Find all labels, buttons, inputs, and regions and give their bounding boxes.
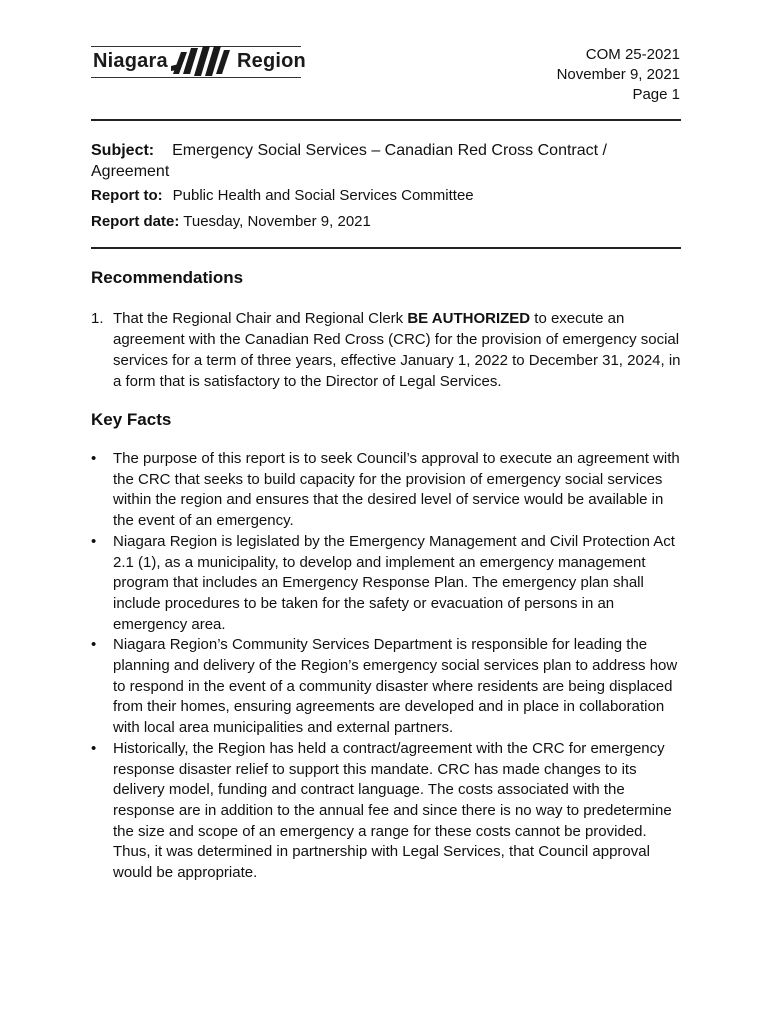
subject-divider [91, 247, 681, 249]
subject-value-line1: Emergency Social Services – Canadian Red Cross Contract / [172, 142, 607, 159]
subject-value-line2: Agreement [91, 163, 170, 180]
recommendations-heading: Recommendations [91, 268, 244, 287]
report-header-date: November 9, 2021 [556, 66, 680, 83]
niagara-region-logo [91, 44, 306, 80]
bullet-icon: • [91, 739, 97, 757]
report-date-label: Report date: [91, 213, 180, 230]
key-fact-text: The purpose of this report is to seek Council’s approval to execute an agreement with the CRC that seeks to build capacity for the provision of emergency social services within the region and ensures that the desired level of service would be available in the event of an emergency. [113, 450, 680, 530]
report-number: COM 25-2021 [585, 46, 680, 63]
report-to-label: Report to: [91, 187, 163, 204]
list-item [91, 739, 681, 884]
list-item [91, 532, 681, 636]
bullet-icon: • [91, 450, 97, 467]
recommendation-number: 1. [91, 310, 104, 327]
page-number: Page 1 [632, 86, 680, 103]
recommendation-text-before: That the Regional Chair and Regional Clerk [113, 310, 408, 327]
key-fact-text: Historically, the Region has held a contract/agreement with the CRC for emergency response disaster relief to support this mandate. CRC has made changes to its delivery model, funding and contract language. The costs associated with the response are in addition to the annual fee and since there is no way to predetermine the size and scope of an emergency a range for these costs cannot be provided. Thus, it was determined in partnership with Legal Services, that Council approval would be appropriate. [113, 739, 672, 882]
subject-block [91, 140, 681, 182]
recommendation-text-after: to execute an agreement with the Canadian Red Cross (CRC) for the provision of emergency social services for a term of three years, effective January 1, 2022 to December 31, 2024, in a form that is satisfactory to the Director of Legal Services. [113, 310, 681, 390]
report-to-value: Public Health and Social Services Committee [172, 187, 474, 204]
report-date-line [91, 212, 371, 232]
report-header [557, 45, 680, 105]
bullet-icon: • [91, 532, 97, 550]
recommendation-text-bold: BE AUTHORIZED [407, 310, 531, 327]
logo-left-word: Niagara [93, 50, 168, 72]
recommendation-item [91, 308, 681, 392]
niagara-falls-mark-icon [171, 44, 235, 80]
key-fact-text: Niagara Region is legislated by the Emergency Management and Civil Protection Act 2.1 (1), as a municipality, to develop and implement an emergency management program that includes an Emergency Response Plan. The emergency plan shall include procedures to be taken for the safety or evacuation of persons in an emergency area. [113, 532, 675, 633]
key-facts-list [91, 449, 681, 884]
top-divider [91, 119, 681, 121]
list-item [91, 449, 681, 532]
key-facts-heading: Key Facts [91, 410, 172, 429]
key-fact-text: Niagara Region’s Community Services Department is responsible for leading the planning and delivery of the Region’s emergency social services plan to address how to respond in the event of a community disaster where residents are being displaced from their homes, ensuring agreements are developed and in place in collaboration with local area municipalities and external partners. [113, 636, 678, 737]
list-item [91, 635, 681, 739]
subject-label: Subject: [91, 142, 155, 159]
logo-right-word: Region [237, 50, 306, 72]
report-date-value: Tuesday, November 9, 2021 [183, 213, 371, 230]
bullet-icon: • [91, 636, 97, 654]
recommendation-text [113, 308, 681, 392]
report-to-line [91, 186, 474, 206]
